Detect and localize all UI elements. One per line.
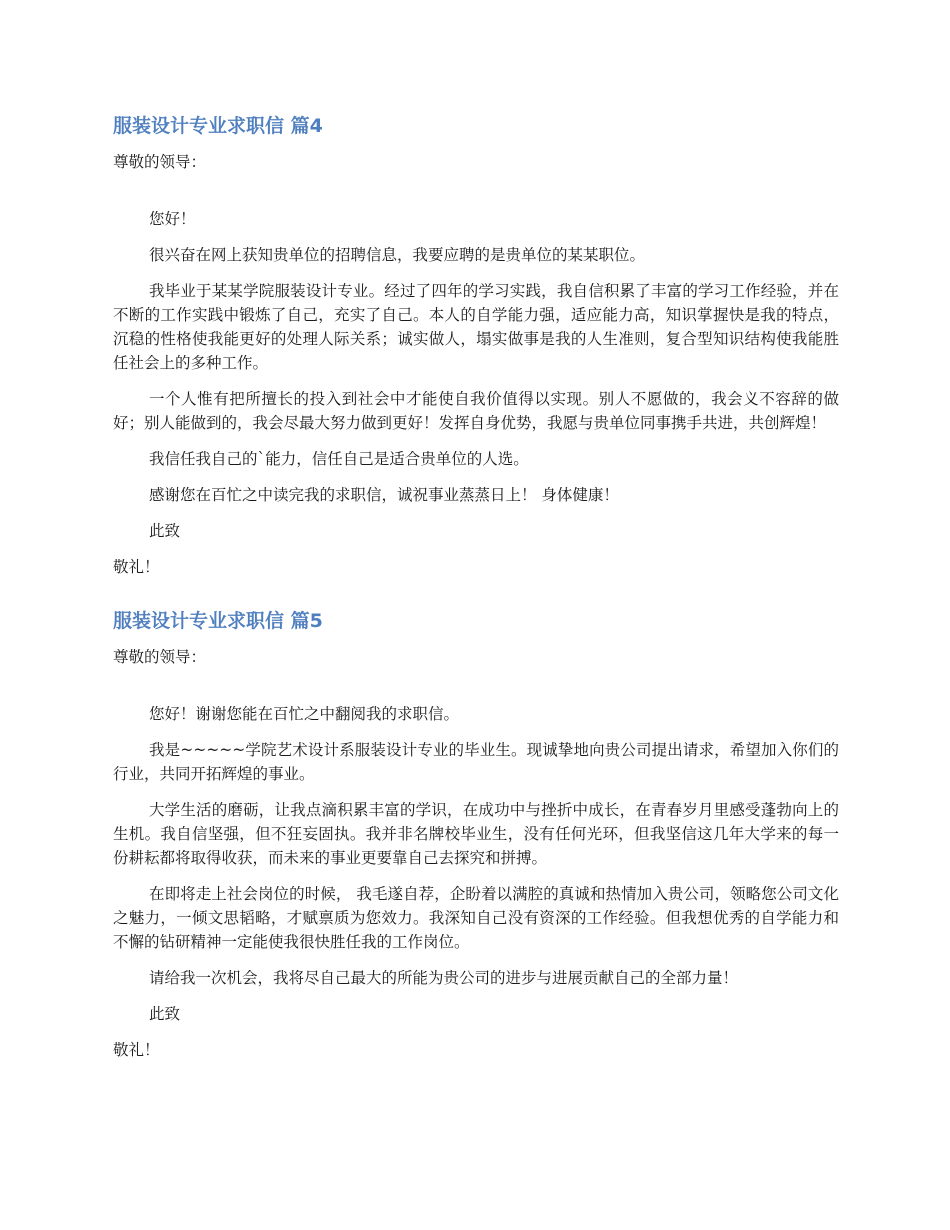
body-paragraph: 我信任我自己的`能力，信任自己是适合贵单位的人选。: [149, 450, 529, 468]
body-paragraph: 我是~~~~~学院艺术设计系服装设计专业的毕业生。现诚挚地向贵公司提出请求，希望加入你们的行业，共同开拓辉煌的事业。: [113, 741, 839, 783]
letter-section-5: [113, 608, 839, 1062]
body-paragraph: 大学生活的磨砺，让我点滴积累丰富的学识，在成功中与挫折中成长，在青春岁月里感受蓬勃向上的生机。我自信坚强，但不狂妄固执。我并非名牌校毕业生，没有任何光环，但我坚信这几年大学来的每一份耕耘都将取得收获，而未来的事业更要靠自己去探究和拼搏。: [113, 801, 839, 867]
body-paragraph: 一个人惟有把所擅长的投入到社会中才能使自我价值得以实现。别人不愿做的，我会义不容辞的做好；别人能做到的，我会尽最大努力做到更好！发挥自身优势，我愿与贵单位同事携手共进，共创辉煌！: [113, 390, 839, 432]
greeting: 您好！: [149, 210, 196, 228]
section-heading: 服装设计专业求职信 篇5: [113, 610, 323, 632]
greeting: 您好！谢谢您能在百忙之中翻阅我的求职信。: [149, 705, 460, 723]
closing-line: 此致: [149, 522, 181, 540]
body-paragraph: 请给我一次机会，我将尽自己最大的所能为贵公司的进步与进展贡献自己的全部力量！: [149, 969, 739, 987]
body-paragraph: 在即将走上社会岗位的时候， 我毛遂自荐，企盼着以满腔的真诚和热情加入贵公司，领略您公司文化之魅力，一倾文思韬略，才赋禀质为您效力。我深知自己没有资深的工作经验。但我想优秀的自学能力和不懈的钻研精神一定能使我很快胜任我的工作岗位。: [113, 885, 839, 951]
body-paragraph: 感谢您在百忙之中读完我的求职信，诚祝事业蒸蒸日上！ 身体健康！: [149, 486, 619, 504]
closing-regards: 敬礼！: [113, 558, 160, 576]
body-paragraph: 我毕业于某某学院服装设计专业。经过了四年的学习实践，我自信积累了丰富的学习工作经验，并在不断的工作实践中锻炼了自己，充实了自己。本人的自学能力强，适应能力高，知识掌握快是我的特点，沉稳的性格使我能更好的处理人际关系；诚实做人，塌实做事是我的人生准则，复合型知识结构使我能胜任社会上的多种工作。: [113, 282, 839, 372]
salutation: 尊敬的领导：: [113, 648, 207, 666]
section-heading: 服装设计专业求职信 篇4: [113, 115, 323, 137]
salutation: 尊敬的领导：: [113, 153, 207, 171]
closing-line: 此致: [149, 1005, 181, 1023]
closing-regards: 敬礼！: [113, 1041, 160, 1059]
body-paragraph: 很兴奋在网上获知贵单位的招聘信息，我要应聘的是贵单位的某某职位。: [149, 246, 646, 264]
letter-section-4: [113, 113, 839, 579]
